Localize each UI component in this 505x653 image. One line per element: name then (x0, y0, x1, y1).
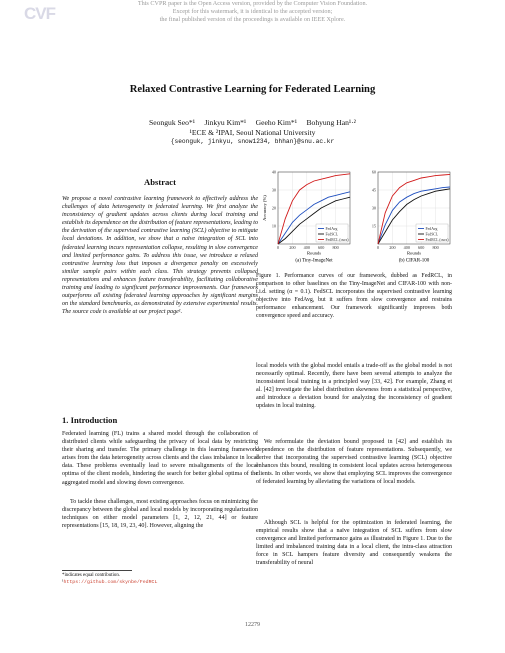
intro-paragraph-1: Federated learning (FL) trains a shared model through the collaboration of distributed clients while safeguarding the privacy of local data by restricting their sharing and transfer. The primary challenge in this learning framework arises from the data heterogeneity across clients and the class imbalance in local data. These problems eventually lead to severe misalignments of the local optima of the client models, hindering the search for better global optima of the aggregated model and slowing down convergence. (62, 431, 258, 486)
x-tick-label: 800 (432, 245, 439, 250)
figure-1-caption: Figure 1. Performance curves of our framework, dubbed as FedRCL, in comparison to other baselines on the Tiny-ImageNet and CIFAR-100 with non-i.i.d. setting (α = 0.1). FedSCL incorporates the supervised contrastive learning objective into FedAvg, but it suffers from slow convergence and restrains performance enhancement. Our framework significantly improves both convergence speed and accuracy. (256, 273, 452, 319)
x-tick-label: 400 (303, 245, 310, 250)
author-emails: {seonguk, jinkyu, snow1234, bhhan}@snu.ac.kr (170, 138, 335, 145)
y-axis-label: Accuracy (%) (262, 195, 267, 221)
abstract-heading: Abstract (144, 177, 176, 187)
x-tick-label: 600 (318, 245, 325, 250)
y-tick-label: 30 (271, 187, 276, 193)
watermark-line: the final published version of the proceedings is available on IEEE Xplore. (159, 16, 346, 23)
footnote-marker: ¹ (62, 580, 64, 585)
legend-label: FedAvg (325, 226, 338, 231)
chart-cifar100 (372, 170, 450, 264)
x-tick-label: 200 (389, 245, 396, 250)
page-number: 12279 (245, 622, 260, 628)
intro-col2-paragraph-3: Although SCL is helpful for the optimization in federated learning, the empirical results show that a naïve integration of SCL suffers from slow convergence and limited performance gains as illustrated in Figure 1. Due to the limited and imbalanced training data in a local client, the intra-class attraction force in SCL hampers feature diversity and consequently weakens the transferability of neural (256, 520, 452, 567)
x-axis-label: Rounds (306, 250, 322, 256)
project-url-link[interactable]: https://github.com/skynbe/FedRCL (63, 580, 158, 585)
chart-tiny-imagenet (262, 170, 350, 264)
x-tick-label: 400 (403, 245, 410, 250)
x-tick-label: 0 (376, 245, 380, 250)
open-access-watermark (0, 0, 505, 24)
subfigure-title: (a) Tiny-ImageNet (295, 258, 333, 264)
author-names: Seonguk Seo*¹ Jinkyu Kim*¹ Geeho Kim*¹ Bohyung Han¹·² (149, 118, 356, 127)
paper-title: Relaxed Contrastive Learning for Federated Learning (129, 84, 376, 95)
y-tick-label: 15 (371, 223, 376, 229)
y-tick-label: 40 (271, 169, 276, 175)
watermark-line: This CVPR paper is the Open Access version, provided by the Computer Vision Foundation. (137, 0, 368, 7)
legend-label: FedAvg (425, 226, 438, 231)
intro-paragraph-2: To tackle these challenges, most existing approaches focus on minimizing the discrepancy between the global and local models by incorporating regularization techniques on either model parameters [1, 2, 12, 21, 44] or feature representations [15, 18, 19, 23, 40]. However, aligning the (62, 499, 258, 530)
y-tick-label: 30 (371, 205, 376, 211)
y-tick-label: 60 (371, 169, 376, 175)
legend-label: FedSCL (425, 232, 439, 237)
footnote-divider (62, 570, 132, 571)
y-tick-label: 45 (371, 187, 376, 193)
y-tick-label: 20 (271, 205, 276, 211)
legend-label: FedRCL (ours) (425, 237, 449, 242)
x-axis-label: Rounds (406, 250, 422, 256)
footnote-project-url (62, 580, 258, 586)
x-tick-label: 600 (418, 245, 425, 250)
subfigure-title: (b) CIFAR-100 (398, 258, 430, 264)
abstract-text: We propose a novel contrastive learning framework to effectively address the challenges of data heterogeneity in federated learning. We first analyze the inconsistency of gradient updates across clients during local training and establish its dependence on the distribution of feature representations, leading to the derivation of the supervised contrastive learning (SCL) objective to mitigate local deviations. In addition, we show that a naïve integration of SCL into federated learning incurs representation collapse, resulting in slow convergence and limited performance gains. To address this issue, we introduce a relaxed contrastive learning loss that imposes a divergence penalty on excessively similar sample pairs within each class. This strategy prevents collapsed representations and enhances feature transferability, facilitating collaborative training and leading to significant performance improvements. Our framework outperforms all existing federated learning approaches by significant margins on the standard benchmarks, as demonstrated by extensive experimental results. The source code is available at our project page¹. (62, 196, 258, 316)
footnote-equal-contribution: *indicates equal contribution. (62, 573, 120, 578)
watermark-line: Except for this watermark, it is identical to the accepted version; (172, 8, 333, 15)
figure-1-charts (256, 166, 456, 270)
x-tick-label: 200 (289, 245, 296, 250)
author-block (0, 118, 505, 147)
legend-label: FedSCL (325, 232, 339, 237)
x-tick-label: 800 (332, 245, 339, 250)
cvf-logo: CVF (24, 4, 55, 23)
x-tick-label: 0 (276, 245, 280, 250)
intro-heading: 1. Introduction (62, 415, 118, 425)
affiliation: ¹ECE & ²IPAI, Seoul National University (189, 127, 316, 137)
legend-label: FedRCL (ours) (325, 237, 349, 242)
intro-col2-paragraph-2: We reformulate the deviation bound proposed in [42] and establish its dependence on the distribution of feature representations. Subsequently, we derive that incorporating the supervised contrastive learning (SCL) objective enhances this bound, resulting in consistent local updates across heterogeneous clients. In other words, we show that employing SCL improves the convergence of federated learning by alleviating the variations of local models. (256, 439, 452, 486)
y-tick-label: 10 (271, 223, 276, 229)
intro-col2-paragraph-1: local models with the global model entails a trade-off as the global model is not necessarily optimal. Recently, there have been several attempts to analyze the inconsistent local training in a principled way [33, 42]. For example, Zhang et al. [42] investigate the label distribution skewness from a statistical perspective, and introduce a deviation bound for analyzing the inconsistency of gradient updates in local training. (256, 363, 452, 410)
